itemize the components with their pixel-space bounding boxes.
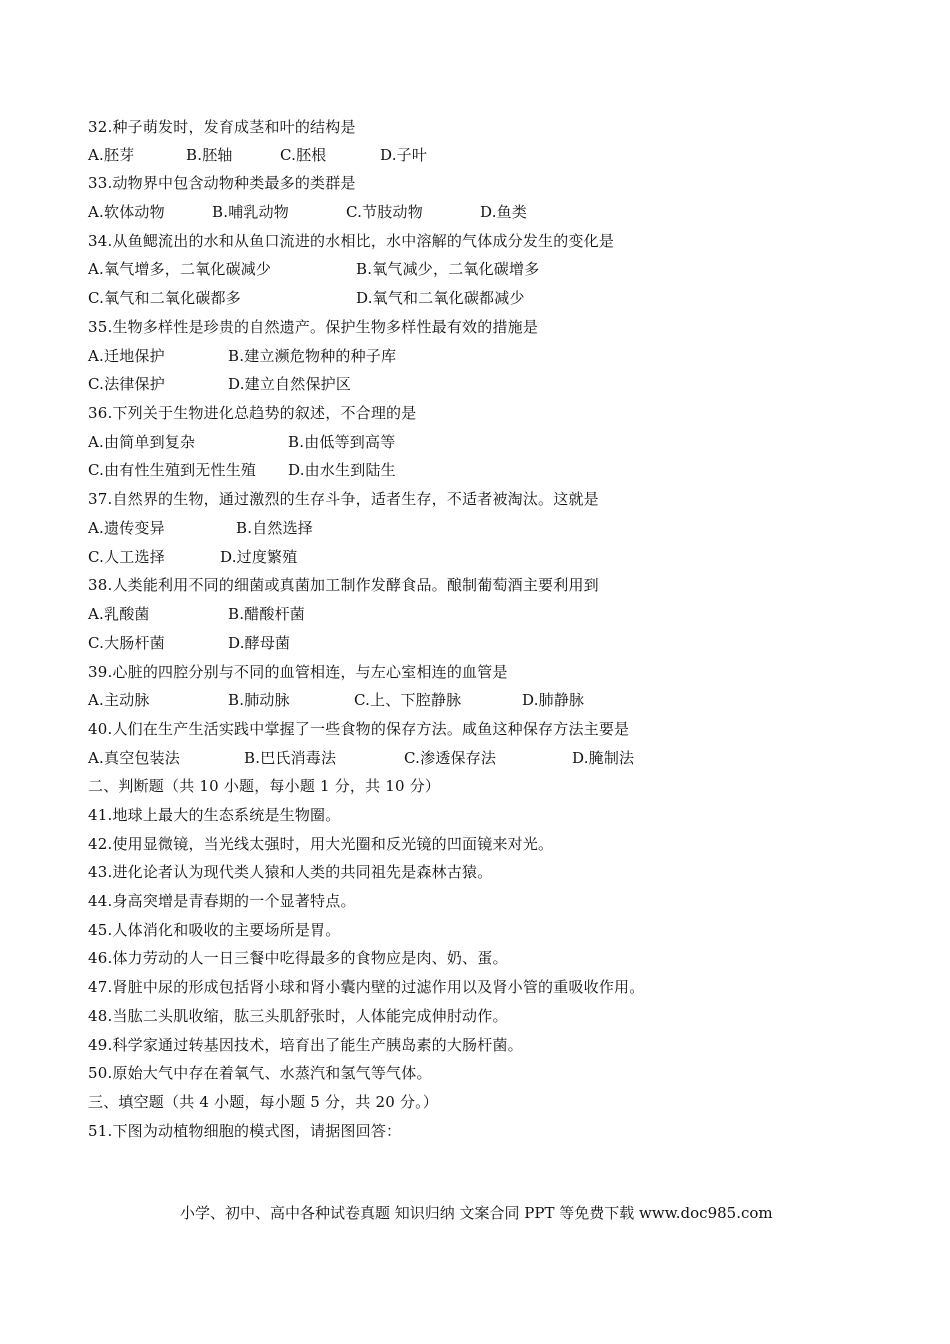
judge-item-47: 47.肾脏中尿的形成包括肾小球和肾小囊内壁的过滤作用以及肾小管的重吸收作用。 bbox=[88, 978, 645, 996]
judge-item-49: 49.科学家通过转基因技术，培育出了能生产胰岛素的大肠杆菌。 bbox=[88, 1036, 523, 1054]
question-38-option-c: C.大肠杆菌 bbox=[88, 634, 165, 652]
question-37-option-d: D.过度繁殖 bbox=[220, 548, 298, 566]
question-35-option-a: A.迁地保护 bbox=[88, 347, 165, 365]
question-37-option-a: A.遗传变异 bbox=[88, 519, 165, 537]
question-40-option-c: C.渗透保存法 bbox=[404, 749, 497, 767]
question-39-option-c: C.上、下腔静脉 bbox=[354, 691, 462, 709]
judge-item-43: 43.进化论者认为现代类人猿和人类的共同祖先是森林古猿。 bbox=[88, 863, 493, 881]
judge-item-48: 48.当肱二头肌收缩，肱三头肌舒张时，人体能完成伸肘动作。 bbox=[88, 1007, 508, 1025]
question-39-option-d: D.肺静脉 bbox=[522, 691, 585, 709]
question-39-option-a: A.主动脉 bbox=[88, 691, 150, 709]
question-34-option-c: C.氧气和二氧化碳都多 bbox=[88, 289, 241, 307]
question-35-option-c: C.法律保护 bbox=[88, 375, 165, 393]
question-37-option-b: B.自然选择 bbox=[236, 519, 313, 537]
question-33-option-c: C.节肢动物 bbox=[346, 203, 423, 221]
judge-item-50: 50.原始大气中存在着氧气、水蒸汽和氢气等气体。 bbox=[88, 1064, 432, 1082]
question-38-option-b: B.醋酸杆菌 bbox=[228, 605, 305, 623]
question-36-stem: 36.下列关于生物进化总趋势的叙述，不合理的是 bbox=[88, 404, 417, 422]
judge-item-46: 46.体力劳动的人一日三餐中吃得最多的食物应是肉、奶、蛋。 bbox=[88, 949, 508, 967]
question-37-option-c: C.人工选择 bbox=[88, 548, 165, 566]
question-34-option-a: A.氧气增多，二氧化碳减少 bbox=[88, 260, 272, 278]
question-36-option-b: B.由低等到高等 bbox=[288, 433, 396, 451]
question-36-option-c: C.由有性生殖到无性生殖 bbox=[88, 461, 257, 479]
question-40-option-d: D.腌制法 bbox=[572, 749, 635, 767]
question-40-option-b: B.巴氏消毒法 bbox=[244, 749, 337, 767]
question-38-option-d: D.酵母菌 bbox=[228, 634, 291, 652]
question-38-stem: 38.人类能利用不同的细菌或真菌加工制作发酵食品。酿制葡萄酒主要利用到 bbox=[88, 576, 599, 594]
question-33-option-a: A.软体动物 bbox=[88, 203, 165, 221]
question-35-option-b: B.建立濒危物种的种子库 bbox=[228, 347, 397, 365]
question-32-option-c: C.胚根 bbox=[280, 146, 327, 164]
question-40-option-a: A.真空包装法 bbox=[88, 749, 181, 767]
section-3-heading: 三、填空题（共 4 小题，每小题 5 分，共 20 分。） bbox=[88, 1093, 439, 1111]
question-39-option-b: B.肺动脉 bbox=[228, 691, 290, 709]
fill-question-51: 51.下图为动植物细胞的模式图，请据图回答： bbox=[88, 1122, 402, 1140]
judge-item-45: 45.人体消化和吸收的主要场所是胃。 bbox=[88, 921, 341, 939]
question-32-stem: 32.种子萌发时，发育成茎和叶的结构是 bbox=[88, 118, 356, 136]
question-32-option-a: A.胚芽 bbox=[88, 146, 135, 164]
question-33-option-d: D.鱼类 bbox=[480, 203, 528, 221]
question-33-stem: 33.动物界中包含动物种类最多的类群是 bbox=[88, 174, 356, 192]
question-35-stem: 35.生物多样性是珍贵的自然遗产。保护生物多样性最有效的措施是 bbox=[88, 318, 539, 336]
question-39-stem: 39.心脏的四腔分别与不同的血管相连，与左心室相连的血管是 bbox=[88, 663, 508, 681]
question-32-option-d: D.子叶 bbox=[380, 146, 428, 164]
question-38-option-a: A.乳酸菌 bbox=[88, 605, 150, 623]
question-34-option-d: D.氧气和二氧化碳都减少 bbox=[356, 289, 525, 307]
footer-download-text: 小学、初中、高中各种试卷真题 知识归纳 文案合同 PPT 等免费下载 www.doc985.com bbox=[180, 1204, 773, 1222]
question-34-stem: 34.从鱼鳃流出的水和从鱼口流进的水相比，水中溶解的气体成分发生的变化是 bbox=[88, 232, 615, 250]
question-35-option-d: D.建立自然保护区 bbox=[228, 375, 352, 393]
question-34-option-b: B.氧气减少，二氧化碳增多 bbox=[356, 260, 540, 278]
section-2-heading: 二、判断题（共 10 小题，每小题 1 分，共 10 分） bbox=[88, 777, 441, 795]
question-37-stem: 37.自然界的生物，通过激烈的生存斗争，适者生存，不适者被淘汰。这就是 bbox=[88, 490, 599, 508]
judge-item-41: 41.地球上最大的生态系统是生物圈。 bbox=[88, 806, 341, 824]
question-36-option-d: D.由水生到陆生 bbox=[288, 461, 396, 479]
judge-item-42: 42.使用显微镜，当光线太强时，用大光圈和反光镜的凹面镜来对光。 bbox=[88, 835, 554, 853]
question-40-stem: 40.人们在生产生活实践中掌握了一些食物的保存方法。咸鱼这种保存方法主要是 bbox=[88, 720, 630, 738]
question-32-option-b: B.胚轴 bbox=[186, 146, 233, 164]
judge-item-44: 44.身高突增是青春期的一个显著特点。 bbox=[88, 892, 356, 910]
question-36-option-a: A.由简单到复杂 bbox=[88, 433, 196, 451]
question-33-option-b: B.哺乳动物 bbox=[212, 203, 289, 221]
